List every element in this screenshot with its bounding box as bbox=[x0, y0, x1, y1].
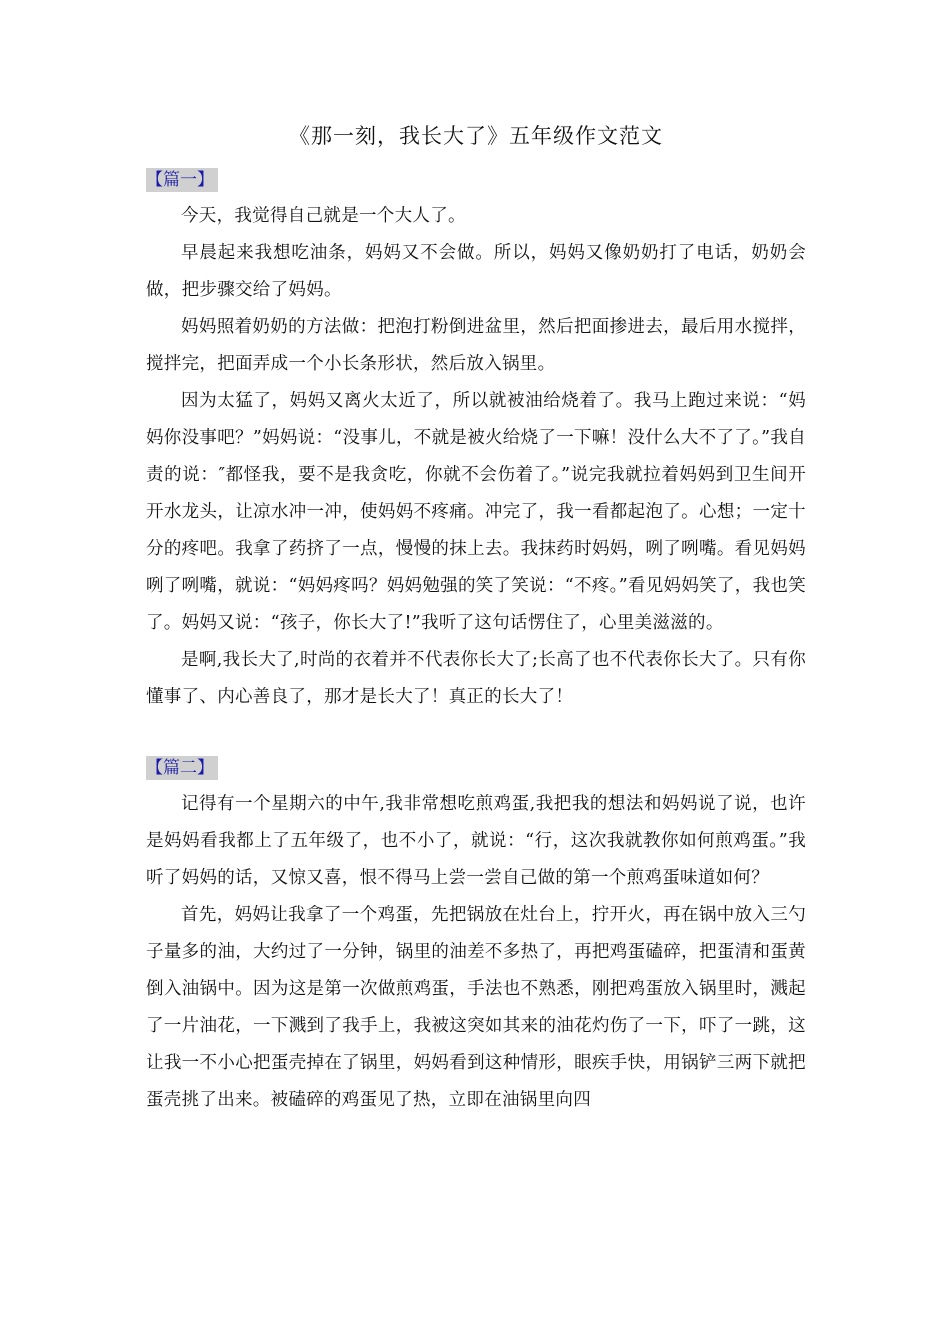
section-1 bbox=[146, 168, 806, 716]
section-2-paragraph-1: 记得有一个星期六的中午,我非常想吃煎鸡蛋,我把我的想法和妈妈说了说，也许是妈妈看我都上了五年级了，也不小了，就说：“行，这次我就教你如何煎鸡蛋。”我听了妈妈的话，又惊又喜，恨不得马上尝一尝自己做的第一个煎鸡蛋味道如何？ bbox=[146, 794, 806, 888]
section-1-tag: 【篇一】 bbox=[146, 168, 218, 192]
section-1-paragraph-3: 妈妈照着奶奶的方法做：把泡打粉倒进盆里，然后把面掺进去，最后用水搅拌，搅拌完，把面弄成一个小长条形状，然后放入锅里。 bbox=[146, 317, 806, 374]
section-1-paragraph-2: 早晨起来我想吃油条，妈妈又不会做。所以，妈妈又像奶奶打了电话，奶奶会做，把步骤交给了妈妈。 bbox=[146, 243, 806, 300]
section-1-paragraph-4: 因为太猛了，妈妈又离火太近了，所以就被油给烧着了。我马上跑过来说：“妈妈你没事吧？”妈妈说：“没事儿，不就是被火给烧了一下嘛！没什么大不了了。”我自责的说：″都怪我，要不是我贪吃，你就不会伤着了。”说完我就拉着妈妈到卫生间开开水龙头，让凉水冲一冲，使妈妈不疼痛。冲完了，我一看都起泡了。心想；一定十分的疼吧。我拿了药挤了一点，慢慢的抹上去。我抹药时妈妈，咧了咧嘴。看见妈妈咧了咧嘴，就说：“妈妈疼吗？妈妈勉强的笑了笑说：“不疼。”看见妈妈笑了，我也笑了。妈妈又说：“孩子，你长大了!”我听了这句话愣住了，心里美滋滋的。 bbox=[146, 391, 806, 633]
section-2-paragraph-2: 首先，妈妈让我拿了一个鸡蛋，先把锅放在灶台上，拧开火，再在锅中放入三勺子量多的油，大约过了一分钟，锅里的油差不多热了，再把鸡蛋磕碎，把蛋清和蛋黄倒入油锅中。因为这是第一次做煎鸡蛋，手法也不熟悉，刚把鸡蛋放入锅里时，溅起了一片油花，一下溅到了我手上，我被这突如其来的油花灼伤了一下，吓了一跳，这让我一不小心把蛋壳掉在了锅里，妈妈看到这种情形，眼疾手快，用锅铲三两下就把蛋壳挑了出来。被磕碎的鸡蛋见了热，立即在油锅里向四 bbox=[146, 905, 806, 1110]
section-2-tag: 【篇二】 bbox=[146, 756, 218, 780]
document-title: 《那一刻，我长大了》五年级作文范文 bbox=[289, 124, 663, 148]
document-page bbox=[146, 118, 806, 1119]
section-gap bbox=[146, 716, 806, 756]
section-2 bbox=[146, 756, 806, 1119]
section-1-paragraph-1: 今天，我觉得自己就是一个大人了。 bbox=[181, 206, 466, 226]
section-1-paragraph-5: 是啊,我长大了,时尚的衣着并不代表你长大了;长高了也不代表你长大了。只有你懂事了、内心善良了，那才是长大了！真正的长大了！ bbox=[146, 650, 806, 707]
